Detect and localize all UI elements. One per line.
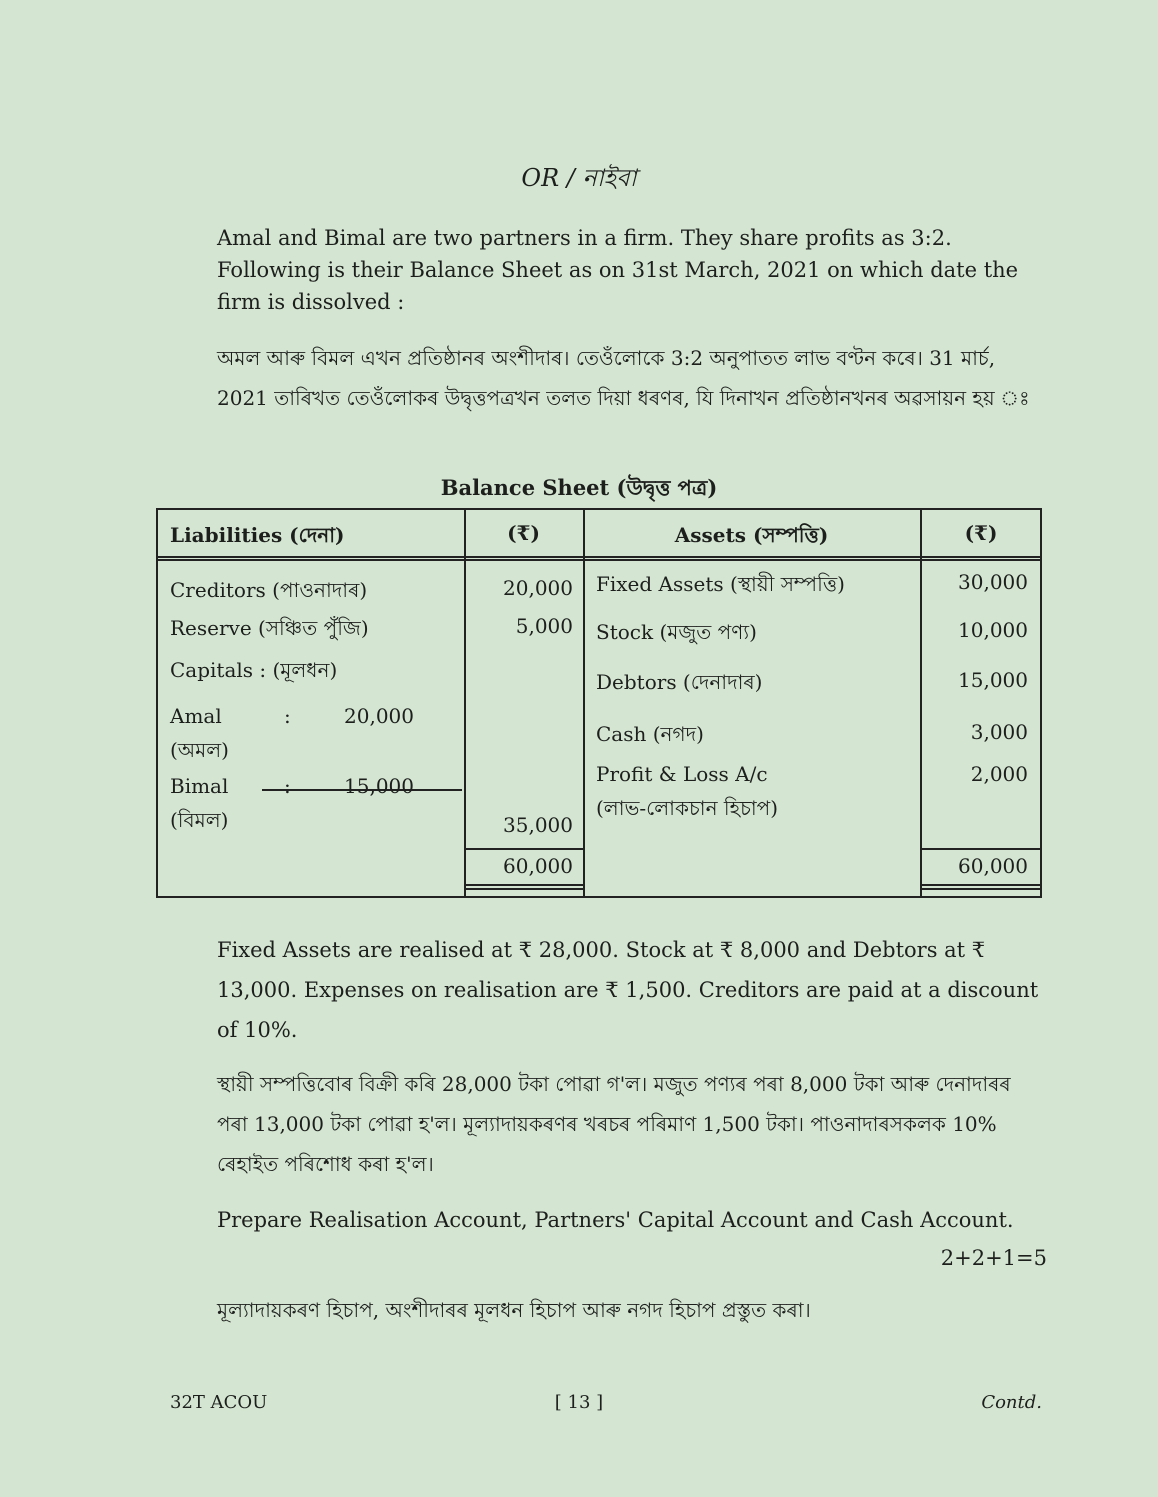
or-heading: OR / নাইবা	[521, 164, 637, 192]
total-assets: 60,000	[958, 854, 1028, 878]
header-assets: Assets (সম্পত্তি)	[674, 523, 829, 547]
details-assamese: স্থায়ী সম্পত্তিবোৰ বিক্ৰী কৰি 28,000 টকা পোৱা গ'ল। মজুত পণ্যৰ পৰা 8,000 টকা আৰু দেনাদাৰৰ পৰা 13,000 টকা পোৱা হ'ল। মূল্যাদায়কৰণৰ খৰচৰ পৰিমাণ 1,500 টকা। পাওনাদাৰসকলক 10% ৰেহাইত পৰিশোধ কৰা হ'ল।	[217, 1072, 1011, 1176]
asset-cash-amount: 3,000	[970, 720, 1028, 744]
asset-fixed: Fixed Assets (স্থায়ী সম্পত্তি)	[596, 572, 845, 596]
capitals-total-amount: 35,000	[503, 813, 573, 837]
page-number: [ 13 ]	[554, 1392, 604, 1413]
asset-cash: Cash (নগদ)	[596, 722, 704, 746]
asset-stock: Stock (মজুত পণ্য)	[596, 620, 757, 644]
details-english: Fixed Assets are realised at ₹ 28,000. Stock at ₹ 8,000 and Debtors at ₹ 13,000. Expenses on realisation are ₹ 1,500. Creditors are paid at a discount of 10%.	[217, 938, 1039, 1042]
capital-amal-name: Amal	[170, 704, 222, 728]
contd-label: Contd.	[981, 1392, 1042, 1413]
capital-bimal-name-bn: (বিমল)	[170, 808, 229, 832]
liability-creditors: Creditors (পাওনাদাৰ)	[170, 578, 368, 602]
header-liabilities: Liabilities (দেনা)	[170, 523, 345, 547]
balance-sheet-table	[156, 508, 1042, 898]
asset-profit-loss: Profit & Loss A/c	[596, 762, 768, 786]
liability-reserve: Reserve (সঞ্চিত পুঁজি)	[170, 616, 369, 640]
capital-amal-colon: :	[284, 704, 291, 728]
intro-english: Amal and Bimal are two partners in a firm. They share profits as 3:2. Following is their Balance Sheet as on 31st March, 2021 on which date the firm is dissolved :	[217, 226, 1019, 314]
asset-profit-loss-bn: (লাভ-লোকচান হিচাপ)	[596, 796, 779, 820]
task-assamese: মূল্যাদায়কৰণ হিচাপ, অংশীদাৰৰ মূলধন হিচাপ আৰু নগদ হিচাপ প্ৰস্তুত কৰা।	[217, 1298, 811, 1322]
marks: 2+2+1=5	[940, 1246, 1047, 1270]
capital-bimal-name: Bimal	[170, 774, 229, 798]
task-english: Prepare Realisation Account, Partners' Capital Account and Cash Account.	[217, 1208, 1014, 1232]
paper-code: 32T ACOU	[170, 1392, 268, 1413]
asset-stock-amount: 10,000	[958, 618, 1028, 642]
header-amount-left: (₹)	[507, 521, 540, 545]
capital-amal-name-bn: (অমল)	[170, 738, 229, 762]
capital-bimal-amount: 15,000	[344, 774, 414, 798]
asset-debtors-amount: 15,000	[958, 668, 1028, 692]
asset-fixed-amount: 30,000	[958, 570, 1028, 594]
liability-reserve-amount: 5,000	[515, 614, 573, 638]
header-amount-right: (₹)	[964, 521, 998, 545]
capital-amal-amount: 20,000	[344, 704, 414, 728]
asset-debtors: Debtors (দেনাদাৰ)	[596, 670, 763, 694]
capital-bimal-colon: :	[284, 774, 291, 798]
liability-capitals: Capitals : (মূলধন)	[170, 658, 338, 682]
asset-profit-loss-amount: 2,000	[970, 762, 1028, 786]
balance-sheet-title: Balance Sheet (উদ্বৃত্ত পত্ৰ)	[440, 475, 718, 500]
intro-assamese: অমল আৰু বিমল এখন প্ৰতিষ্ঠানৰ অংশীদাৰ। তেওঁলোকে 3:2 অনুপাতত লাভ বণ্টন কৰে। 31 মাৰ্চ, 2021 তাৰিখত তেওঁলোকৰ উদ্বৃত্তপত্ৰখন তলত দিয়া ধৰণৰ, যি দিনাখন প্ৰতিষ্ঠানখনৰ অৱসায়ন হয় ঃ	[217, 346, 1030, 410]
liability-creditors-amount: 20,000	[503, 576, 573, 600]
total-liabilities: 60,000	[503, 854, 573, 878]
